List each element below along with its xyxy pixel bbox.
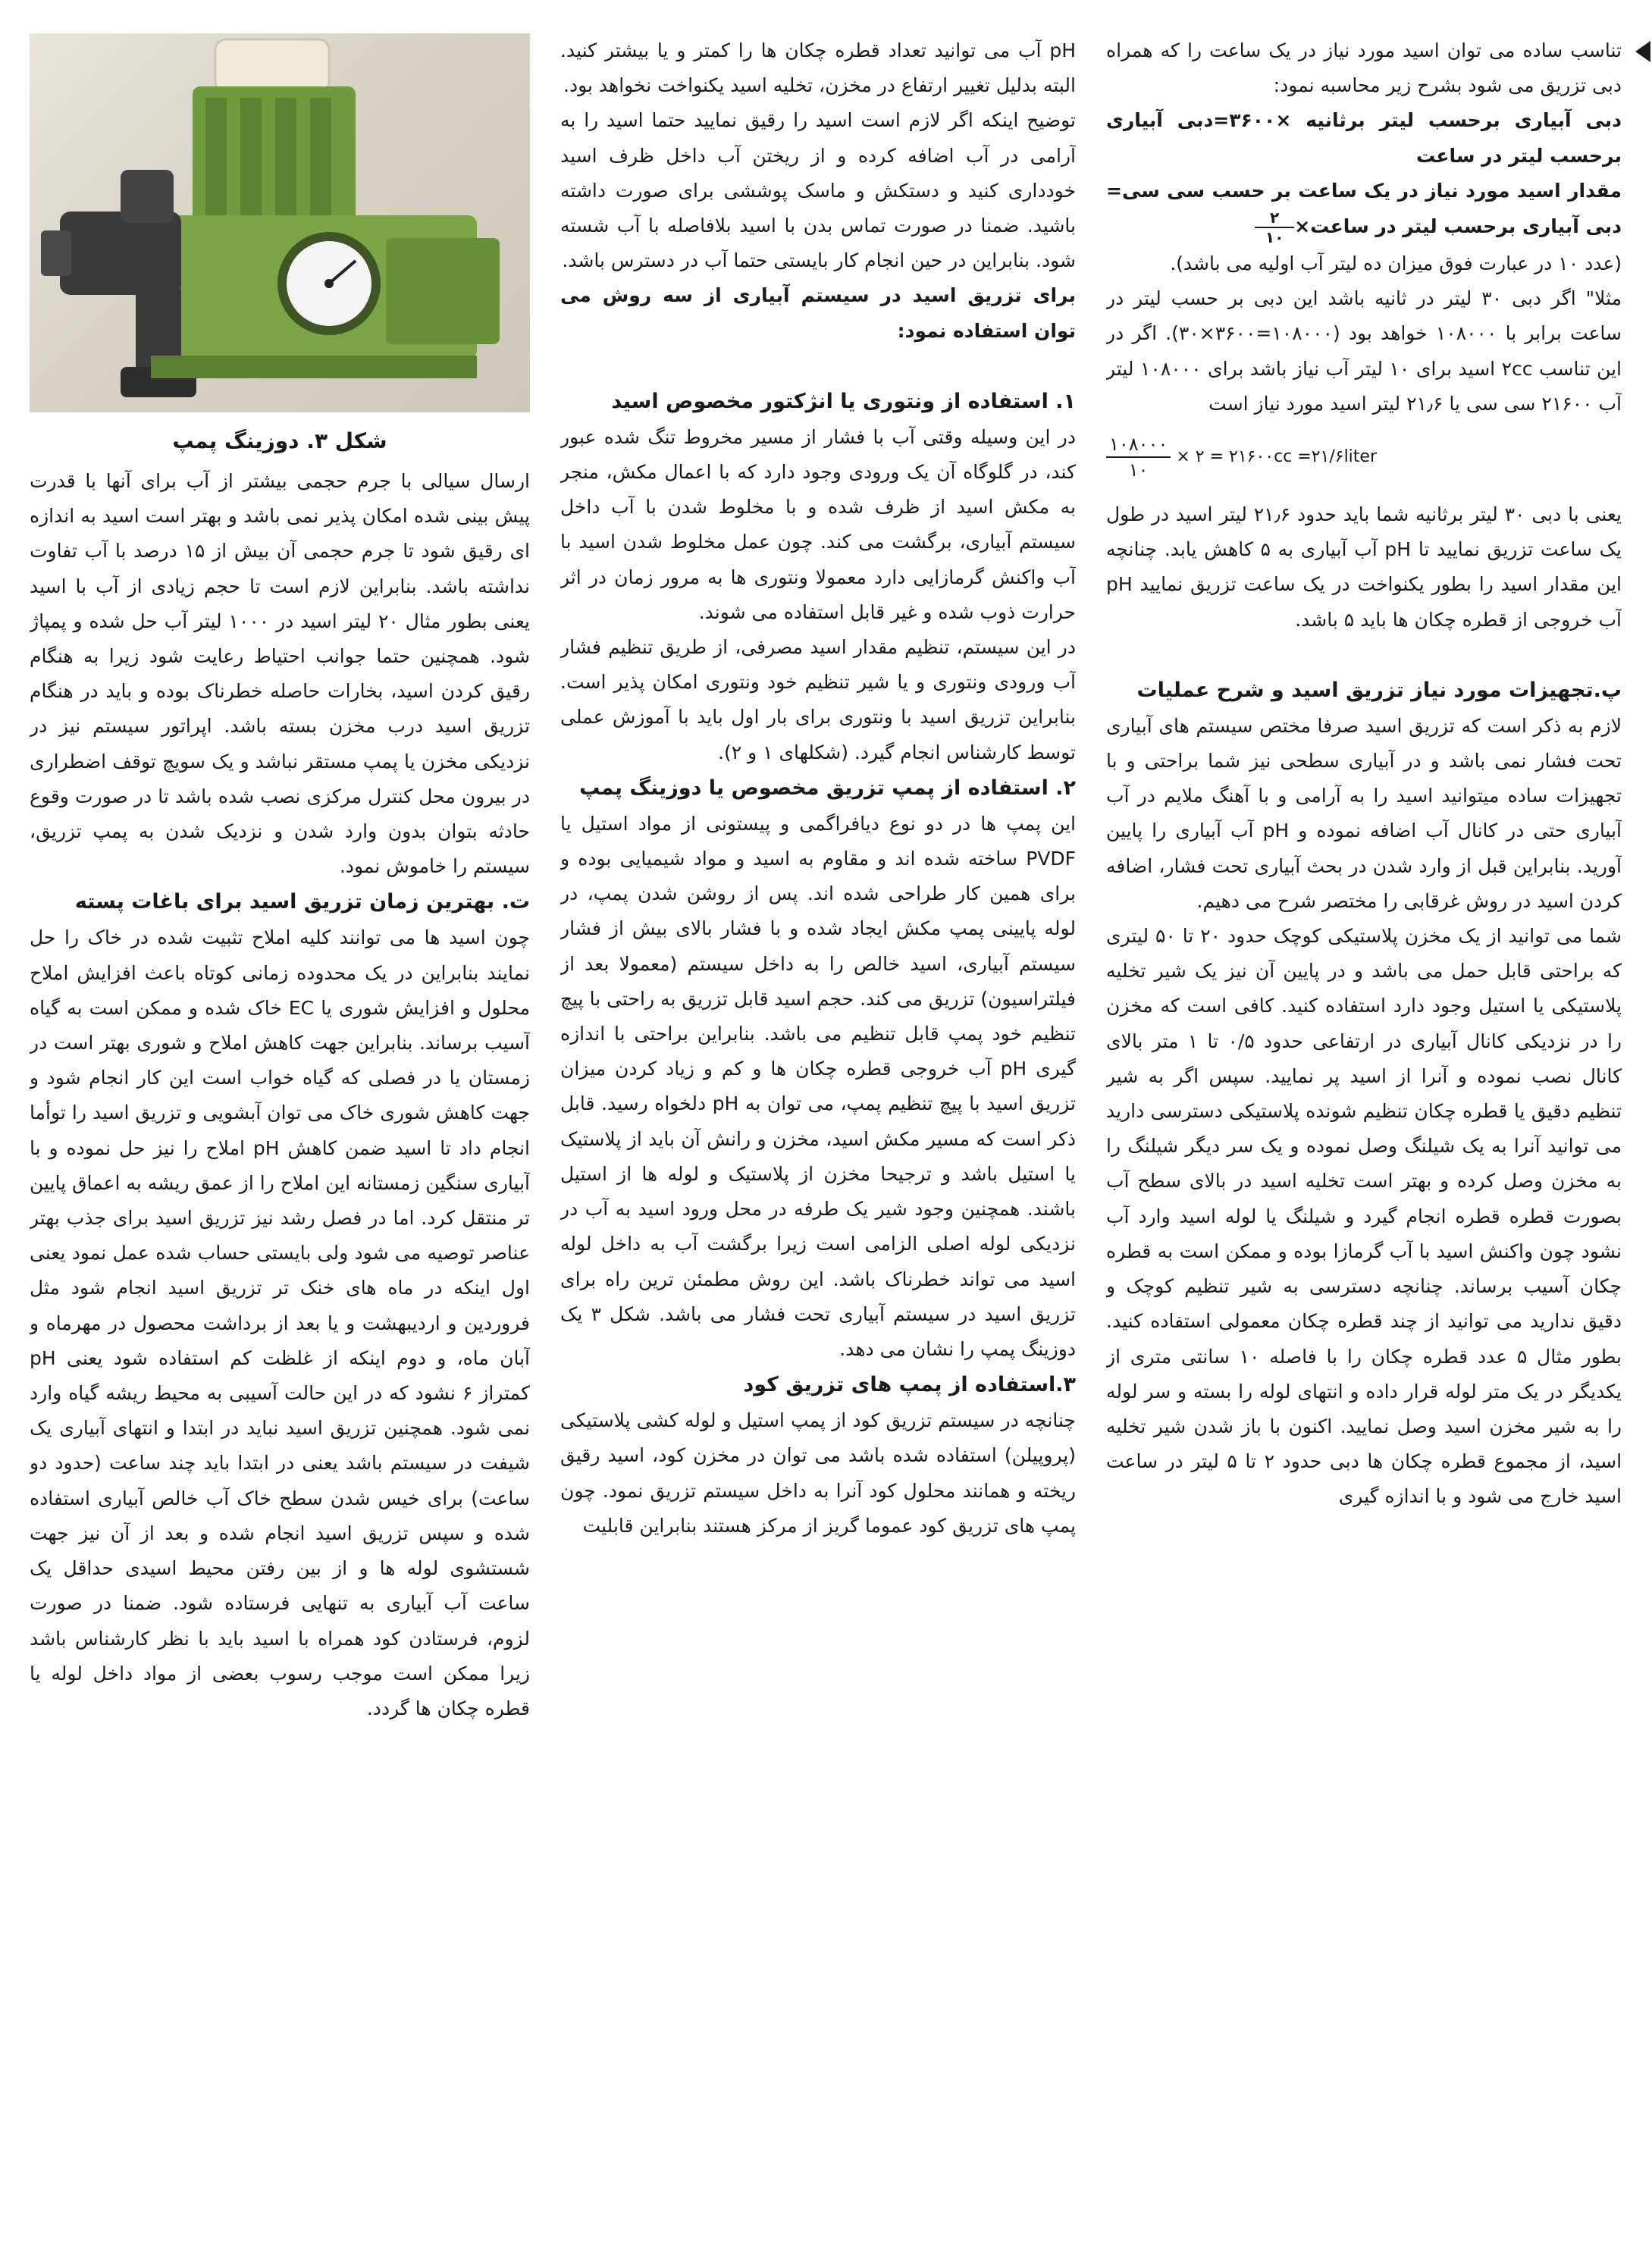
middle-p2: توضیح اینکه اگر لازم است اسید را رقیق نمایید حتما اسید را به آرامی در آب اضافه کرده و از ریختن آب داخل ظرف اسید خودداری کنید و دستکش و ماسک پوششی برای صورت داشته باشید. ضمنا در صورت تماس بدن با اسید بلافاصله با آب شسته شود. بنابراین در حین انجام کار بایستی حتما آب در دسترس باشد. <box>560 109 1076 272</box>
right-p5: مثلا" اگر دبی ۳۰ لیتر در ثانیه باشد این دبی بر حسب لیتر در ساعت برابر با ۱۰۸۰۰۰ خواهد بود (۱۰۸۰۰۰=۳۶۰۰×۳۰). اگر در این تناسب ۲cc اسید برای ۱۰ لیتر آب نیاز باشد برای ۱۰۸۰۰۰ لیتر آب ۲۱۶۰۰ سی سی یا ۲۱٫۶ لیتر اسید مورد نیاز است <box>1106 287 1622 415</box>
middle-p1: pH آب می توانید تعداد قطره چکان ها را کمتر و یا بیشتر کنید. البته بدلیل تغییر ارتفاع در مخزن، تخلیه اسید یکنواخت نخواهد بود. <box>560 39 1076 97</box>
motor-fin <box>205 98 227 223</box>
right-p4: (عدد ۱۰ در عبارت فوق میزان ده لیتر آب اولیه می باشد). <box>1170 252 1622 275</box>
example-fraction-denominator: ۱۰ <box>1128 459 1149 481</box>
pump-housing <box>386 238 500 344</box>
triangle-marker-icon <box>1635 41 1650 62</box>
right-p1: تناسب ساده می توان اسید مورد نیاز در یک ساعت را که همراه دبی تزریق می شود بشرح زیر محاسبه نمود: <box>1106 39 1622 97</box>
formula-acid-amount <box>1106 174 1622 246</box>
left-column <box>30 33 530 2218</box>
fraction-2-over-10 <box>1255 208 1294 246</box>
pipe-fitting <box>121 170 174 223</box>
heading-venturi: ۱. استفاده از ونتوری یا انژکتور مخصوص اسید <box>611 389 1076 413</box>
example-formula-result: × ۲ = ۲۱۶۰۰cc =۲۱/۶liter <box>1176 447 1377 467</box>
right-column <box>1106 33 1622 2218</box>
pipe-fitting <box>41 230 71 276</box>
fraction-denominator: ۱۰ <box>1265 228 1284 247</box>
right-p6: یعنی با دبی ۳۰ لیتر برثانیه شما باید حدود ۲۱٫۶ لیتر اسید در طول یک ساعت تزریق نمایید تا pH آب آبیاری به ۵ کاهش یابد. چنانچه این مقدار اسید را بطور یکنواخت در یک ساعت تزریق نمایید pH آب خروجی از قطره چکان ها باید ۵ باشد. <box>1106 503 1622 631</box>
right-p8: شما می توانید از یک مخزن پلاستیکی کوچک حدود ۲۰ تا ۵۰ لیتری که براحتی قابل حمل می باشد و در پایین آن نیز یک شیر تخلیه پلاستیکی یا استیل وجود دارد استفاده کنید. کافی است که مخزن را در نزدیکی کانال آبیاری در ارتفاعی حدود ۰/۵ تا ۱ متر بالای کانال نصب نموده و آنرا از اسید پر نمایید. سپس اگر به شیر تنظیم دقیق یا قطره چکان تنظیم شونده پلاستیکی دسترسی دارید می توانید آنرا به یک شیلنگ وصل نموده و یک سر دیگر شیلنگ را به مخزن وصل کرده و بهتر است تخلیه اسید در بالای سطح آب بصورت قطره قطره انجام گیرد و شیلنگ یا لوله اسید وارد آب نشود چون واکنش اسید با آب گرمازا بوده و ممکن است به قطره چکان آسیب برساند. چنانچه دسترسی به شیر تنظیم کوچک و دقیق ندارید می توانید از چند قطره چکان معمولی استفاده کنید. بطور مثال ۵ عدد قطره چکان را با فاصله ۱۰ سانتی متری از یکدیگر در یک متر لوله قرار داده و انتهای لوله را بسته و سر لوله را به شیر مخزن اسید وصل نمایید. اکنون با باز شدن شیر تخلیه اسید، از مجموع قطره چکان ها دبی حدود ۲ تا ۵ لیتر در ساعت اسید خارج می شود و با اندازه گیری <box>1106 925 1622 1508</box>
heading-fertilizer-pump: ۳.استفاده از پمپ های تزریق کود <box>743 1373 1076 1397</box>
middle-column <box>560 33 1076 2218</box>
formula-flow-conversion: دبی آبیاری برحسب لیتر برثانیه ×۳۶۰۰=دبی آبیاری برحسب لیتر در ساعت <box>1106 109 1622 167</box>
pump-cap <box>215 39 329 92</box>
middle-p3: برای تزریق اسید در سیستم آبیاری از سه روش می توان استفاده نمود: <box>560 284 1076 342</box>
gauge-hub <box>324 279 334 288</box>
motor-fin <box>275 98 296 223</box>
middle-p4: در این وسیله وقتی آب با فشار از مسیر مخروط تنگ شده عبور کند، در گلوگاه آن یک ورودی وجود دارد که با اعمال مکش، منجر به مکش اسید از ظرف شده و با مخلوط شدن با آب داخل سیستم آبیاری، برگشت می کند. چون عمل مخلوط شدن اسید با آب واکنش گرمازایی دارد معمولا ونتوری ها به مرور زمان در اثر حرارت ذوب شده و غیر قابل استفاده می شوند. <box>560 425 1076 623</box>
fraction-numerator: ۲ <box>1255 208 1294 228</box>
heading-dosing-pump: ۲. استفاده از پمپ تزریق مخصوص یا دوزینگ پمپ <box>579 776 1076 800</box>
pump-head <box>60 212 181 295</box>
left-p2: چون اسید ها می توانند کلیه املاح تثبیت شده در خاک را حل نمایند بنابراین در یک محدوده زمانی کوتاه باعث افزایش املاح محلول و افزایش شوری یا EC خاک شده و ممکن است به گیاه آسیب برساند. بنابراین جهت کاهش املاح و شوری بهتر است در زمستان یا در فصلی که گیاه خواب است این کار انجام شود و جهت کاهش شوری خاک می توان آبشویی و تزریق اسید را توأما انجام داد تا اسید ضمن کاهش pH املاح را نیز حل نموده و با آبیاری سنگین زمستانه این املاح را از عمق ریشه به اعماق پایین تر منتقل کرد. اما در فصل رشد نیز تزریق اسید برای جذب بهتر عناصر توصیه می شود ولی بایستی حساب شده عمل نمود یعنی اول اینکه در ماه های خنک تر تزریق اسید انجام شود مثل فروردین و اردیبهشت و یا بعد از برداشت محصول در مهرماه و آبان ماه، و دوم اینکه از غلظت کم استفاده شود یعنی pH کمتراز ۶ نشود که در این حالت آسیبی به محیط ریشه گیاه وارد نمی شود. همچنین تزریق اسید نباید در ابتدا و انتهای آبیاری یک شیفت در سیستم باشد یعنی در ابتدا باید چند ساعت (حدود دو ساعت) برای خیس شدن سطح خاک آب خالص آبیاری استفاده شده و سپس تزریق اسید انجام شده و بعد از آن نیز جهت شستشوی لوله ها و از بین رفتن محیط اسیدی حداقل یک ساعت آب آبیاری به تنهایی فرستاده شود. ضمنا در صورت لزوم، فرستادن کود همراه با اسید باید با نظر کارشناس باشد زیرا ممکن است موجب رسوب بعضی از مواد داخل لوله یا قطره چکان ها گردد. <box>30 926 530 1719</box>
example-fraction <box>1106 432 1171 482</box>
middle-p5: در این سیستم، تنظیم مقدار اسید مصرفی، از طریق تنظیم فشار آب ورودی ونتوری و یا شیر تنظیم خود ونتوری امکان پذیر است. بنابراین تزریق اسید با ونتوری برای بار اول باید با آموزش عملی توسط کارشناس انجام گیرد. (شکلهای ۱ و ۲). <box>560 636 1076 763</box>
right-p7: لازم به ذکر است که تزریق اسید صرفا مختص سیستم های آبیاری تحت فشار نمی باشد و در آبیاری سطحی نیز شما براحتی و با تجهیزات ساده میتوانید اسید را به آرامی و با آهنگ ملایم در آب آبیاری حتی در کانال آب اضافه نموده و pH آب آبیاری را پایین آورید. بنابراین قبل از وارد شدن در بحث آبیاری تحت فشار، اضافه کردن اسید در روش غرقابی را مختصر شرح می دهیم. <box>1106 714 1622 912</box>
spacer <box>560 349 1076 384</box>
middle-p7: چنانچه در سیستم تزریق کود از پمپ استیل و لوله کشی پلاستیکی (پروپیلن) استفاده شده باشد می توان در مخزن کود، اسید رقیق ریخته و همانند محلول کود آنرا به داخل سیستم تزریق نمود. چون پمپ های تزریق کود عموما گریز از مرکز هستند بنابراین قابلیت <box>560 1409 1076 1537</box>
pump-base <box>151 356 477 378</box>
dosing-pump-illustration <box>30 33 530 412</box>
figure-caption: شکل ۳. دوزینگ پمپ <box>172 428 387 453</box>
example-formula <box>1106 432 1622 482</box>
heading-best-time: ت. بهترین زمان تزریق اسید برای باغات پسته <box>74 890 530 914</box>
heading-equipment: پ.تجهیزات مورد نیاز تزریق اسید و شرح عملیات <box>1136 678 1622 702</box>
example-fraction-numerator: ۱۰۸۰۰۰ <box>1106 432 1171 458</box>
middle-p6: این پمپ ها در دو نوع دیافراگمی و پیستونی از مواد استیل یا PVDF ساخته شده اند و مقاوم به اسید و مواد شیمیایی بوده و برای همین کار طراحی شده اند. پس از روشن شدن پمپ، در لوله پایینی پمپ مکش ایجاد شده و با فشار بالای بیش از فشار سیستم آبیاری، اسید خالص را به داخل سیستم (معمولا بعد از فیلتراسیون) تزریق می کند. حجم اسید قابل تزریق به راحتی با پیچ تنظیم خود پمپ قابل تنظیم می باشد. بنابراین براحتی با اندازه گیری pH آب خروجی قطره چکان ها و کم و زیاد کردن میزان تزریق اسید با پیچ تنظیم پمپ، می توان به pH دلخواه رسید. قابل ذکر است که مسیر مکش اسید، مخزن و رانش آن باید از پلاستیک یا استیل باشد و ترجیحا مخزن از پلاستیک و لوله ها از استیل باشند. همچنین وجود شیر یک طرفه در محل ورود اسید به آب در نزدیکی لوله اصلی الزامی است زیرا برگشت آب به داخل لوله اسید می تواند خطرناک باشد. این روش مطمئن ترین راه برای تزریق اسید در سیستم آبیاری تحت فشار می باشد. شکل ۳ یک دوزینگ پمپ را نشان می دهد. <box>560 812 1076 1360</box>
formula-acid-amount-text: مقدار اسید مورد نیاز در یک ساعت بر حسب سی سی= دبی آبیاری برحسب لیتر در ساعت× <box>1106 179 1622 238</box>
dosing-pump-photo <box>30 33 530 412</box>
left-p1: ارسال سیالی با جرم حجمی بیشتر از آب برای آنها با قدرت پیش بینی شده امکان پذیر نمی باشد و بهتر است اسید به اندازه ای رقیق شود تا جرم حجمی آن بیش از ۱۵ درصد با آب تفاوت نداشته باشد. بنابراین لازم است تا حجم زیادی از آب با اسید یعنی بطور مثال ۲۰ لیتر اسید در ۱۰۰۰ لیتر آب حل شده و پمپاژ شود. همچنین حتما جوانب احتیاط رعایت شود زیرا به هنگام رقیق کردن اسید، بخارات حاصله خطرناک بوده و باید در هنگام تزریق اسید درب مخزن بسته باشد. اپراتور سیستم نیز در نزدیکی مخزن یا پمپ مستقر نباشد و یک سویچ توقف اضطراری در بیرون محل کنترل مرکزی نصب شده باشد تا در صورت وقوع حادثه بتوان بدون وارد شدن و نزدیک شدن به پمپ تزریق، سیستم را خاموش نمود. <box>30 470 530 878</box>
spacer <box>1106 638 1622 672</box>
motor-fin <box>240 98 262 223</box>
motor-fin <box>310 98 331 223</box>
